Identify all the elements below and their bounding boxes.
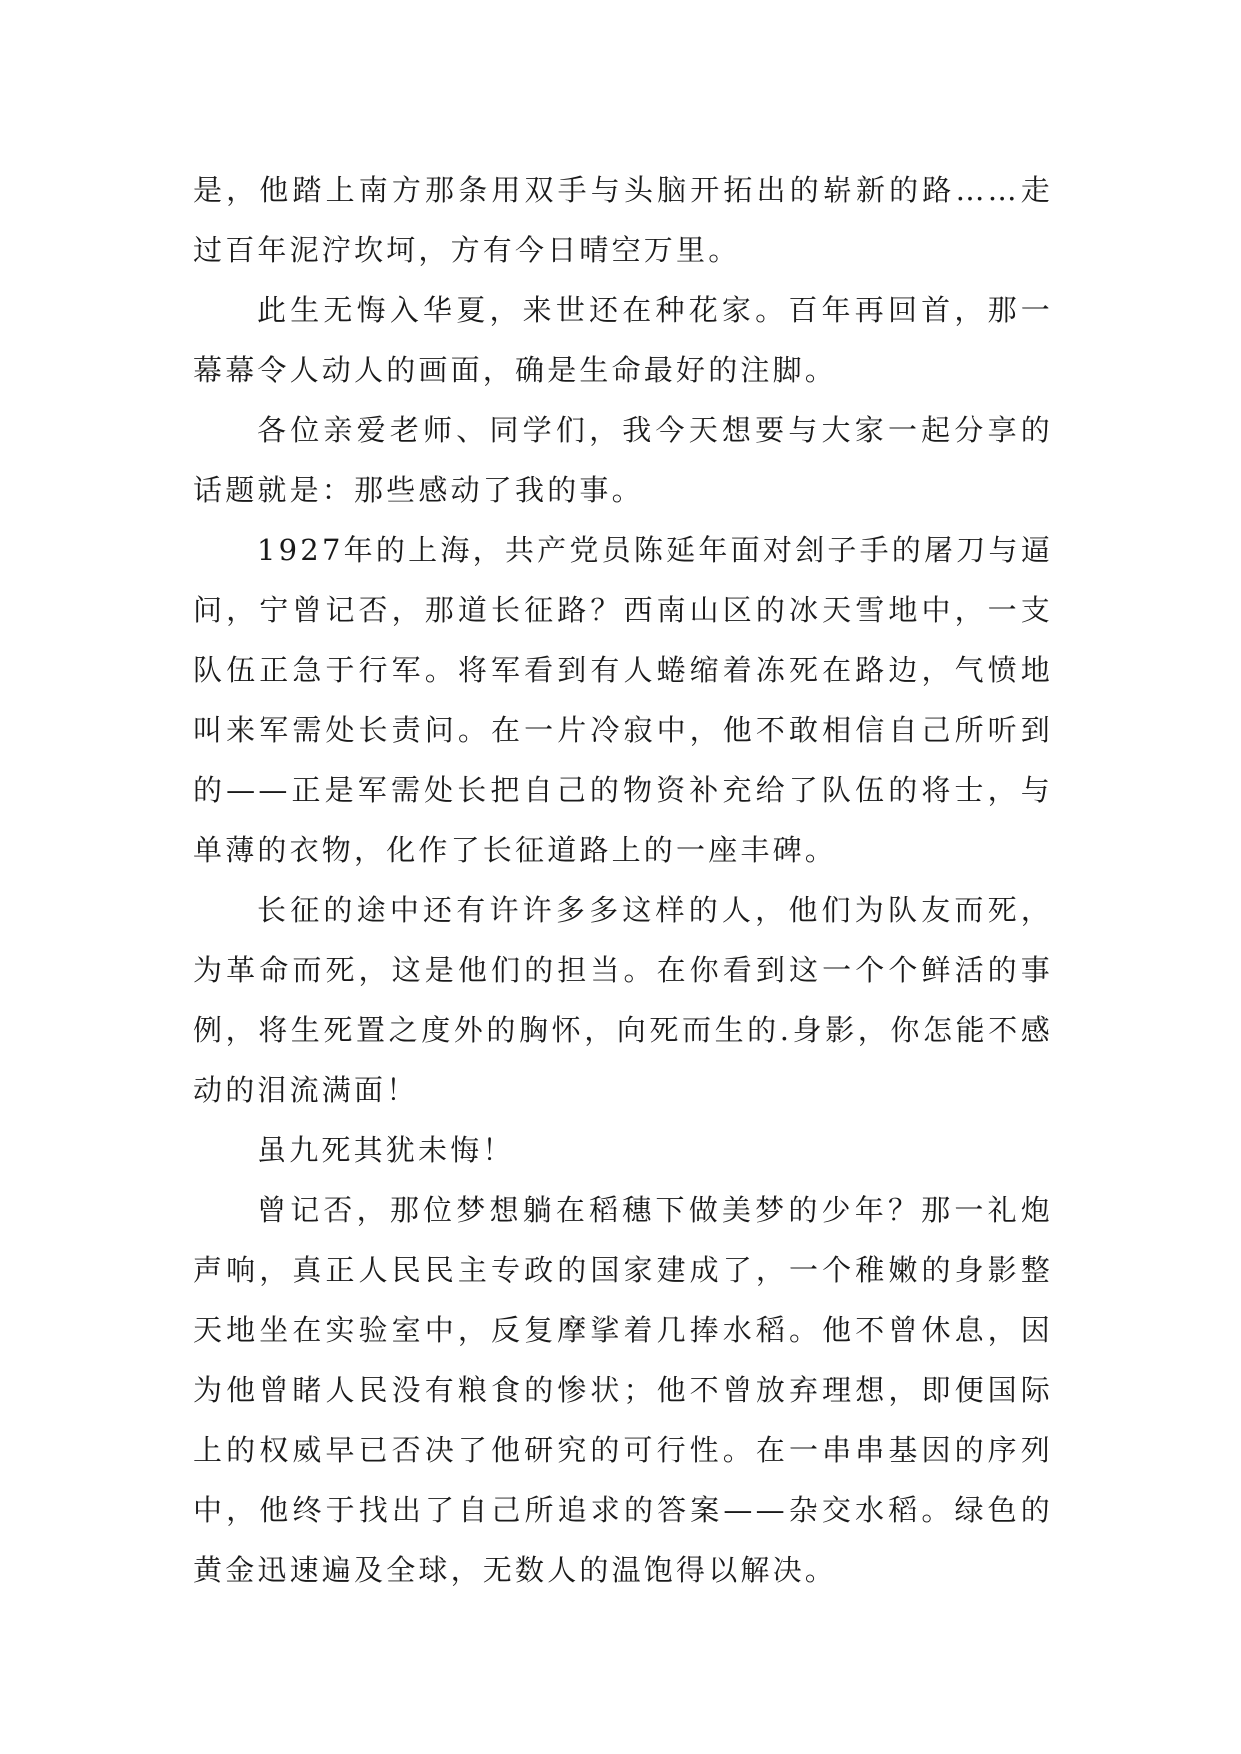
paragraph-3: 各位亲爱老师、同学们，我今天想要与大家一起分享的话题就是：那些感动了我的事。	[193, 413, 1053, 507]
paragraph-2: 此生无悔入华夏，来世还在种花家。百年再回首，那一幕幕令人动人的画面，确是生命最好的注脚。	[193, 293, 1053, 387]
paragraph-7: 曾记否，那位梦想躺在稻穗下做美梦的少年？那一礼炮声响，真正人民民主专政的国家建成了，一个稚嫩的身影整天地坐在实验室中，反复摩挲着几捧水稻。他不曾休息，因为他曾睹人民没有粮食的惨状；他不曾放弃理想，即便国际上的权威早已否决了他研究的可行性。在一串串基因的序列中，他终于找出了自己所追求的答案——杂交水稻。绿色的黄金迅速遍及全球，无数人的温饱得以解决。	[193, 1193, 1053, 1587]
paragraph-6: 虽九死其犹未悔！	[257, 1133, 515, 1167]
paragraph-5: 长征的途中还有许许多多这样的人，他们为队友而死，为革命而死，这是他们的担当。在你看到这一个个鲜活的事例，将生死置之度外的胸怀，向死而生的.身影，你怎能不感动的泪流满面！	[193, 893, 1053, 1107]
paragraph-1: 是，他踏上南方那条用双手与头脑开拓出的崭新的路……走过百年泥泞坎坷，方有今日晴空万里。	[193, 173, 1053, 267]
document-body	[193, 160, 1053, 1600]
paragraph-4: 1927年的上海，共产党员陈延年面对刽子手的屠刀与逼问，宁曾记否，那道长征路？西南山区的冰天雪地中，一支队伍正急于行军。将军看到有人蜷缩着冻死在路边，气愤地叫来军需处长责问。在一片冷寂中，他不敢相信自己所听到的——正是军需处长把自己的物资补充给了队伍的将士，与单薄的衣物，化作了长征道路上的一座丰碑。	[193, 533, 1053, 867]
